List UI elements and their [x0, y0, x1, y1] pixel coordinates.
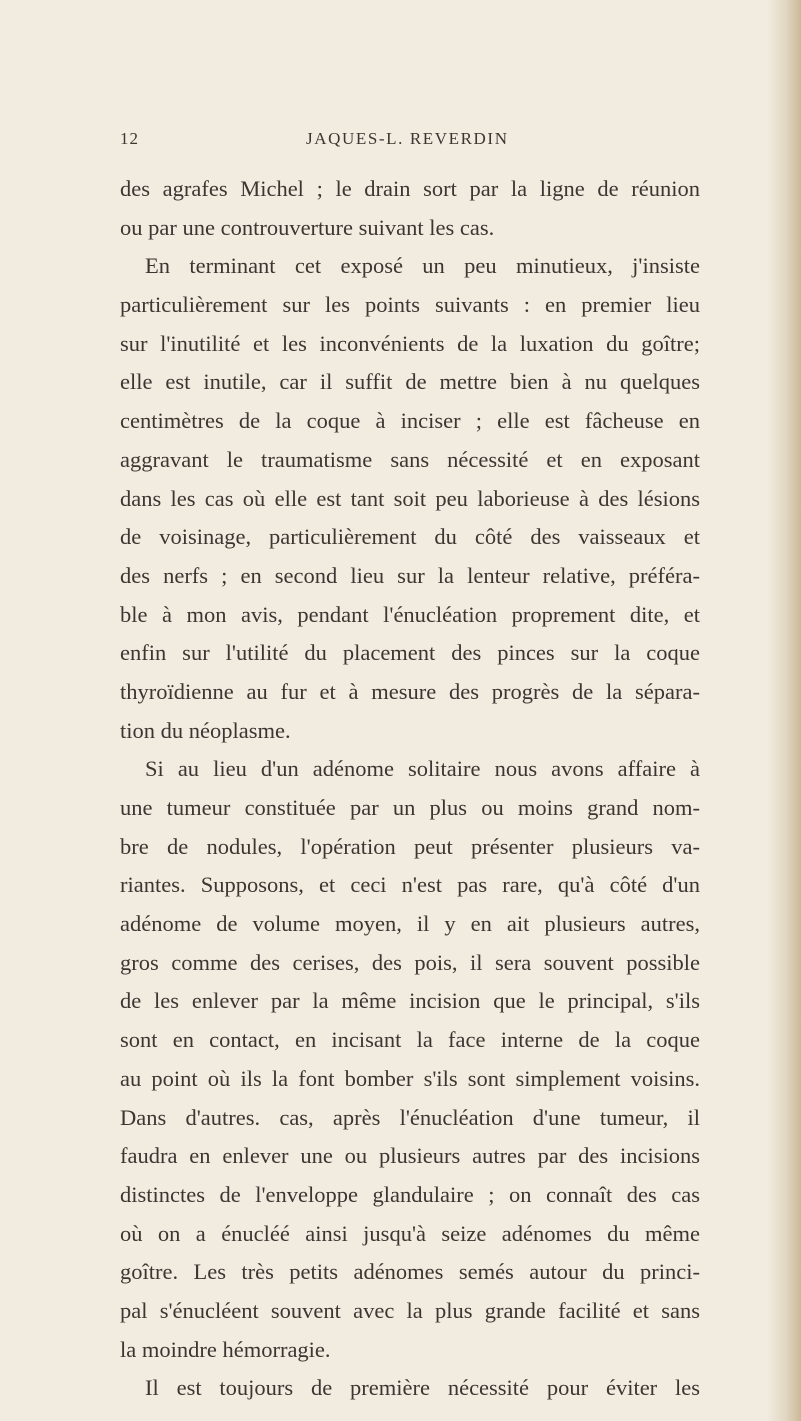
- text-line: gros comme des cerises, des pois, il sera souvent possible: [120, 949, 700, 975]
- text-line: aggravant le traumatisme sans nécessité et en exposant: [120, 446, 700, 472]
- text-line: enfin sur l'utilité du placement des pinces sur la coque: [120, 640, 700, 666]
- text-line: Si au lieu d'un adénome solitaire nous avons affaire à: [145, 756, 700, 782]
- text-line: faudra en enlever une ou plusieurs autres par des incisions: [120, 1143, 700, 1169]
- text-line: tion du néoplasme.: [120, 717, 291, 743]
- text-line: goître. Les très petits adénomes semés autour du princi-: [120, 1259, 700, 1285]
- text-line: la moindre hémorragie.: [120, 1336, 331, 1362]
- page-edge-shadow: [767, 0, 801, 1421]
- text-line: Dans d'autres. cas, après l'énucléation d'une tumeur, il: [120, 1104, 700, 1130]
- page-number: 12: [120, 129, 139, 148]
- text-line: pal s'énucléent souvent avec la plus grande facilité et sans: [120, 1297, 700, 1323]
- page-header: [120, 129, 700, 153]
- text-line: Il est toujours de première nécessité pour éviter les: [145, 1375, 700, 1401]
- text-line: sont en contact, en incisant la face interne de la coque: [120, 1027, 700, 1053]
- text-line: dans les cas où elle est tant soit peu laborieuse à des lésions: [120, 485, 700, 511]
- text-line: En terminant cet exposé un peu minutieux, j'insiste: [145, 253, 700, 279]
- text-line: de les enlever par la même incision que le principal, s'ils: [120, 988, 700, 1014]
- text-line: sur l'inutilité et les inconvénients de la luxation du goître;: [120, 330, 700, 356]
- text-line: une tumeur constituée par un plus ou moins grand nom-: [120, 795, 700, 820]
- text-line: des agrafes Michel ; le drain sort par la ligne de réunion: [120, 176, 700, 201]
- text-line: ou par une controuverture suivant les cas.: [120, 214, 495, 240]
- text-line: thyroïdienne au fur et à mesure des progrès de la sépara-: [120, 678, 700, 704]
- text-line: où on a énucléé ainsi jusqu'à seize adénomes du même: [120, 1220, 700, 1246]
- text-line: de voisinage, particulièrement du côté des vaisseaux et: [120, 524, 700, 550]
- text-line: ble à mon avis, pendant l'énucléation proprement dite, et: [120, 601, 700, 627]
- text-line: elle est inutile, car il suffit de mettre bien à nu quelques: [120, 369, 700, 395]
- text-line: bre de nodules, l'opération peut présenter plusieurs va-: [120, 833, 700, 859]
- text-line: distinctes de l'enveloppe glandulaire ; on connaît des cas: [120, 1181, 700, 1207]
- text-line: particulièrement sur les points suivants : en premier lieu: [120, 292, 700, 318]
- body-text: [120, 170, 700, 1408]
- text-line: centimètres de la coque à inciser ; elle est fâcheuse en: [120, 408, 700, 434]
- text-line: des nerfs ; en second lieu sur la lenteur relative, préféra-: [120, 562, 700, 588]
- running-head: JAQUES-L. REVERDIN: [306, 129, 509, 148]
- text-line: riantes. Supposons, et ceci n'est pas rare, qu'à côté d'un: [120, 872, 700, 898]
- text-line: adénome de volume moyen, il y en ait plusieurs autres,: [120, 911, 700, 937]
- text-line: au point où ils la font bomber s'ils sont simplement voisins.: [120, 1065, 700, 1091]
